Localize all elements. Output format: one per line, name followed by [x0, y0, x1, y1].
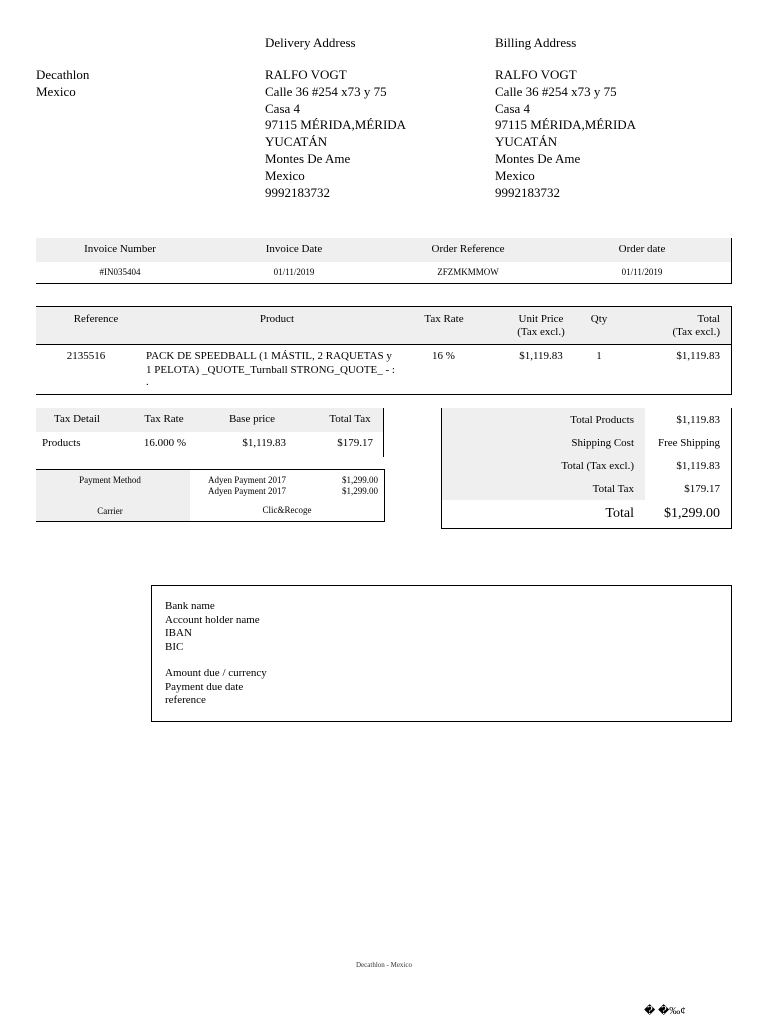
bic-label: BIC: [165, 640, 184, 653]
unit-price-subheader: (Tax excl.): [517, 326, 565, 338]
footer-text: Decathlon - Mexico: [356, 961, 412, 969]
shipping-cost-label: Shipping Cost: [571, 437, 634, 449]
address-line: Casa 4: [265, 100, 301, 116]
invoice-info-table: [36, 238, 732, 284]
carrier-label: Carrier: [97, 506, 123, 516]
order-date-header: Order date: [618, 243, 666, 255]
address-line: Montes De Ame: [495, 150, 581, 166]
base-price-header: Base price: [228, 413, 276, 425]
product-total: $1,119.83: [676, 350, 720, 362]
payment-method-amount: $1,299.00: [342, 486, 378, 496]
payment-carrier-box: [36, 469, 385, 522]
billing-address: [495, 67, 636, 201]
product-description-line: PACK DE SPEEDBALL (1 MÁSTIL, 2 RAQUETAS y: [146, 350, 392, 362]
page-marker: � �‰¢: [644, 1005, 686, 1017]
total-products-value: $1,119.83: [676, 414, 720, 426]
address-line: Mexico: [265, 167, 305, 183]
delivery-address: [265, 67, 406, 201]
iban-label: IBAN: [165, 627, 192, 639]
reference-header: Reference: [73, 313, 119, 325]
totals-box: [441, 408, 732, 529]
address-line: 9992183732: [265, 184, 330, 200]
tax-detail-type: Products: [42, 437, 81, 449]
bank-details-box: [151, 585, 732, 722]
address-line: 97115 MÉRIDA,MÉRIDA: [495, 117, 637, 133]
delivery-address-title: Delivery Address: [265, 35, 356, 50]
payment-due-date-label: Payment due date: [165, 680, 244, 693]
carrier-name: Clic&Recoge: [262, 505, 312, 515]
address-line: Calle 36 #254 x73 y 75: [495, 83, 617, 99]
payment-method-name: Adyen Payment 2017: [208, 486, 286, 496]
product-header: Product: [259, 313, 295, 325]
address-line: RALFO VOGT: [495, 67, 577, 82]
shipping-cost-value: Free Shipping: [657, 437, 720, 449]
total-subheader: (Tax excl.): [672, 326, 720, 338]
product-description-line: .: [146, 376, 149, 388]
unit-price-header: Unit Price: [518, 313, 564, 325]
product-unit-price: $1,119.83: [519, 350, 563, 362]
tax-detail-total: $179.17: [337, 437, 373, 449]
grand-total-value: $1,299.00: [664, 506, 720, 521]
address-line: Mexico: [495, 167, 535, 183]
tax-rate-header: Tax Rate: [424, 313, 464, 325]
shop-name: Decathlon: [36, 67, 90, 82]
payment-method-amount: $1,299.00: [342, 475, 378, 485]
amount-due-label: Amount due / currency: [165, 667, 267, 679]
qty-header: Qty: [590, 313, 608, 325]
tax-rate-header: Tax Rate: [144, 413, 184, 425]
total-tax-excl-value: $1,119.83: [676, 460, 720, 472]
address-line: 9992183732: [495, 184, 560, 200]
tax-detail-base: $1,119.83: [242, 437, 286, 449]
bank-name-label: Bank name: [165, 600, 215, 612]
invoice-number: #IN035404: [99, 267, 141, 277]
tax-detail-header-label: Tax Detail: [54, 413, 100, 425]
reference-label: reference: [165, 694, 206, 706]
total-tax-label: Total Tax: [592, 483, 634, 495]
total-header: Total: [697, 313, 720, 325]
billing-address-title: Billing Address: [495, 35, 577, 50]
address-line: YUCATÁN: [495, 134, 558, 150]
total-products-label: Total Products: [570, 414, 634, 426]
grand-total-label: Total: [605, 506, 634, 521]
address-line: Casa 4: [495, 100, 531, 116]
address-line: RALFO VOGT: [265, 67, 347, 82]
tax-detail-table: [36, 408, 384, 457]
address-line: Montes De Ame: [265, 150, 351, 166]
total-tax-excl-label: Total (Tax excl.): [561, 460, 634, 472]
address-line: YUCATÁN: [265, 134, 328, 150]
payment-method-label: Payment Method: [79, 475, 141, 485]
product-description-line: 1 PELOTA) _QUOTE_Turnball STRONG_QUOTE_ - :: [146, 364, 395, 376]
shop-country: Mexico: [36, 84, 76, 99]
products-table: [36, 306, 732, 395]
invoice-number-header: Invoice Number: [84, 243, 156, 255]
order-date: 01/11/2019: [621, 267, 663, 277]
address-line: 97115 MÉRIDA,MÉRIDA: [265, 117, 407, 133]
product-tax-rate: 16 %: [432, 350, 455, 362]
order-reference-header: Order Reference: [431, 243, 505, 255]
product-reference: 2135516: [66, 350, 106, 362]
address-line: Calle 36 #254 x73 y 75: [265, 83, 387, 99]
bank-details: [165, 600, 267, 708]
total-tax-value: $179.17: [684, 483, 720, 495]
account-holder-label: Account holder name: [165, 613, 260, 626]
payment-method-name: Adyen Payment 2017: [208, 475, 286, 485]
total-tax-header: Total Tax: [329, 413, 371, 425]
product-qty: 1: [596, 350, 602, 362]
invoice-date: 01/11/2019: [273, 267, 315, 277]
invoice-date-header: Invoice Date: [265, 243, 323, 255]
tax-detail-rate: 16.000 %: [143, 437, 186, 449]
order-reference: ZFZMKMMOW: [437, 267, 499, 277]
